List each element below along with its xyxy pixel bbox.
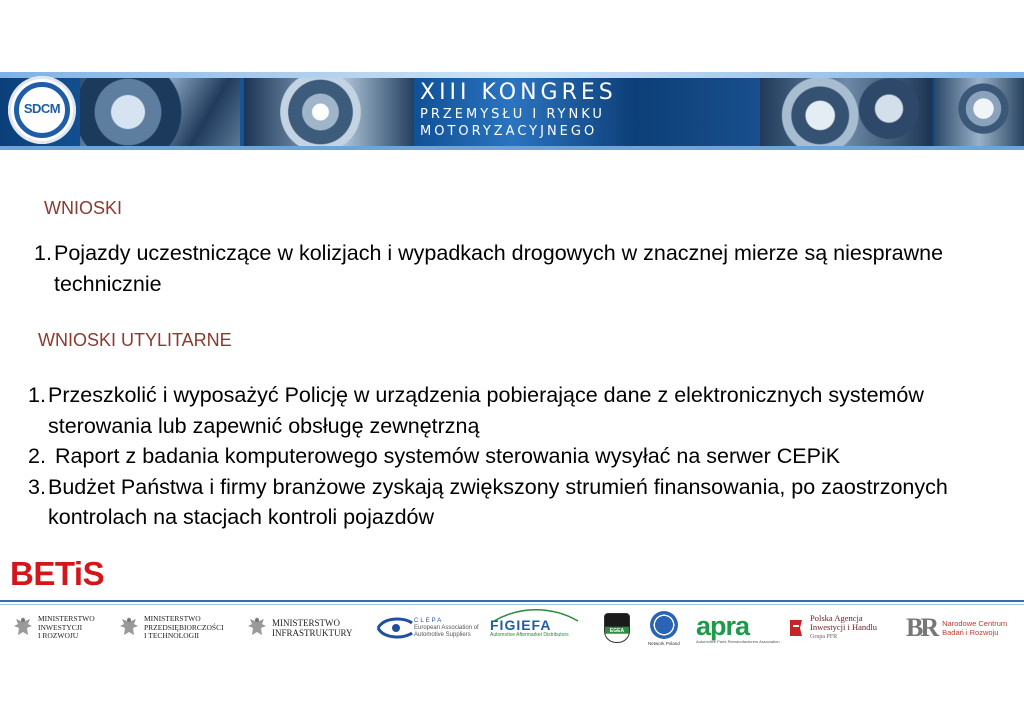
list-item-text: Przeszkolić i wyposażyć Policję w urządzenia pobierające dane z elektronicznych systemów sterowania lub zapewnić obsługę zewnętrzną: [48, 383, 924, 438]
sponsor-text-line: I ROZWOJU: [38, 631, 79, 641]
sponsor-text-line: MINISTERSTWO: [38, 614, 95, 624]
figiefa-name: FIGIEFA: [490, 617, 552, 633]
sponsor-global-compact: [648, 610, 680, 646]
sponsor-figiefa: [490, 610, 569, 646]
kongres-title-line3: MOTORYZACYJNEGO: [420, 124, 598, 139]
list-item-number: 1.: [34, 241, 52, 265]
paih-line1: Polska Agencja: [810, 612, 863, 623]
sponsor-ministerstwo-przedsiebiorczosci: [118, 610, 224, 646]
footer-divider-thin: [0, 604, 1024, 605]
list-item: [34, 238, 1014, 299]
sponsor-text-line: MINISTERSTWO: [272, 618, 340, 628]
sponsor-egea: [604, 610, 630, 646]
eagle-icon: [118, 615, 140, 641]
ncbr-line2: Badań i Rozwoju: [942, 628, 999, 637]
ncbr-br-mark: BR: [906, 613, 937, 642]
paih-flag-icon: [788, 618, 804, 638]
list-item-text: Budżet Państwa i firmy branżowe zyskają zwiększony strumień finansowania, po zaostrzonych kontrolach na stacjach kontroli pojazdów: [48, 474, 948, 529]
clepa-name: CLEPA: [414, 617, 444, 624]
sponsor-text-line: INFRASTRUKTURY: [272, 628, 353, 638]
sponsor-paih: [788, 610, 877, 646]
clepa-swoosh-icon: [374, 615, 414, 641]
clepa-sub1: European Association of: [414, 624, 479, 631]
paih-line3: Grupa PFR: [810, 633, 838, 640]
betis-logo: BETiS: [10, 555, 105, 592]
utilitarian-conclusions-list: [28, 380, 1018, 533]
sponsor-ncbr: [906, 610, 1007, 646]
footer-divider: [0, 600, 1024, 602]
list-item-text: Pojazdy uczestniczące w kolizjach i wypadkach drogowych w znacznej mierze są niesprawne technicznie: [54, 241, 944, 296]
apra-sub: Automotive Parts Remanufacturers Association: [696, 638, 780, 644]
list-item-number: 1.: [28, 383, 46, 407]
header-banner: [0, 72, 1024, 150]
sdcm-logo: [8, 76, 76, 144]
heading-wnioski-utylitarne: WNIOSKI UTYLITARNE: [38, 330, 232, 350]
sponsor-text-line: PRZEDSIĘBIORCZOŚCI: [144, 622, 224, 632]
kongres-title: [420, 80, 640, 140]
heading-wnioski: WNIOSKI: [44, 198, 123, 218]
egea-label: EGEA: [609, 628, 625, 634]
list-item: [28, 472, 1018, 533]
sponsor-ministerstwo-inwestycji: [12, 610, 95, 646]
list-item-number: 3.: [28, 474, 46, 499]
sdcm-logo-text: SDCM: [23, 101, 61, 116]
sponsor-apra: [696, 610, 780, 646]
engine-photo-3: [760, 78, 932, 146]
egea-badge-icon: [604, 613, 630, 643]
list-item-number: 2.: [28, 444, 46, 468]
list-item-text: Raport z badania komputerowego systemów sterowania wysyłać na serwer CEPiK: [55, 444, 841, 468]
kongres-title-line2: PRZEMYSŁU I RYNKU: [420, 107, 605, 122]
figiefa-sub: Automotive Aftermarket Distributors: [490, 632, 569, 638]
conclusions-list: [34, 238, 1014, 299]
ncbr-line1: Narodowe Centrum: [942, 619, 1008, 628]
apra-name: apra: [696, 610, 750, 641]
engine-photo-1: [80, 78, 240, 146]
clepa-sub2: Automotive Suppliers: [414, 631, 471, 638]
sponsor-clepa: [374, 610, 479, 646]
list-item: [28, 380, 1018, 441]
globe-icon: [650, 611, 678, 639]
sponsor-text-line: I TECHNOLOGII: [144, 631, 200, 641]
eagle-icon: [246, 615, 268, 641]
sponsor-text-line: INWESTYCJI: [38, 622, 83, 632]
kongres-title-line1: XIII KONGRES: [420, 80, 617, 105]
globe-caption: Network Poland: [648, 640, 680, 646]
paih-line2: Inwestycji i Handlu: [810, 622, 878, 633]
engine-photo-2: [244, 78, 414, 146]
banner-bottom-band: [0, 146, 1024, 150]
figiefa-arc-icon: [490, 608, 582, 622]
engine-photo-4: [934, 78, 1024, 146]
eagle-icon: [12, 615, 34, 641]
sponsor-text-line: MINISTERSTWO: [144, 614, 201, 624]
list-item: [28, 441, 1018, 472]
sponsor-ministerstwo-infrastruktury: [246, 610, 353, 646]
